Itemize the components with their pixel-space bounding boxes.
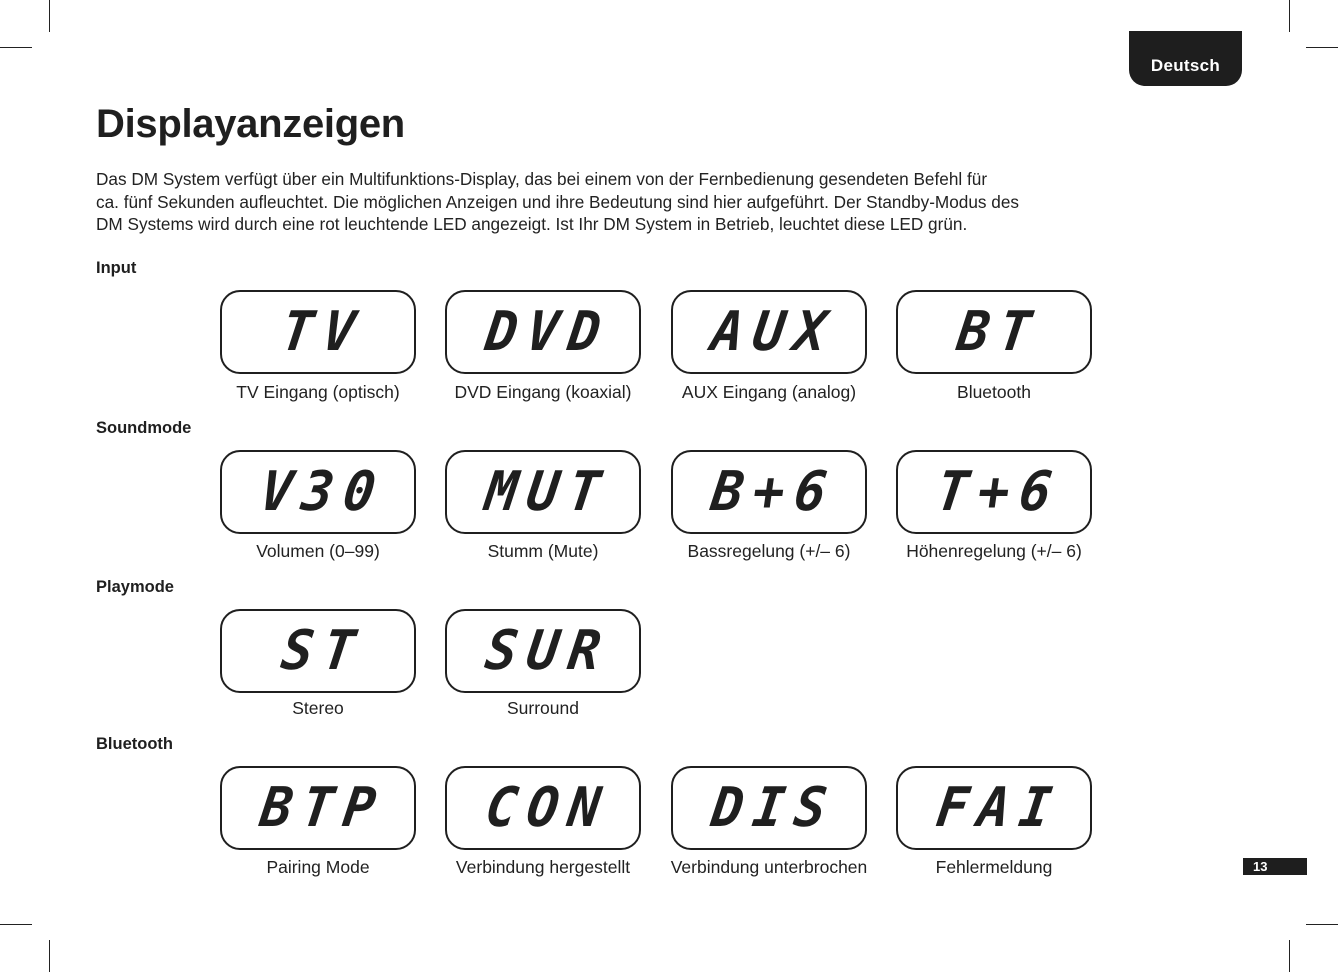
display-caption: Surround: [507, 698, 579, 718]
lcd-text: MUT: [481, 460, 615, 524]
display-caption: Volumen (0–99): [256, 541, 380, 561]
section-label-soundmode: Soundmode: [96, 419, 192, 437]
lcd-text: SUR: [481, 619, 615, 683]
lcd-display: [445, 290, 641, 374]
lcd-text: V30: [256, 460, 390, 524]
display-caption: Bassregelung (+/– 6): [687, 541, 851, 561]
page-number: 13: [1243, 858, 1307, 875]
section-label-bluetooth: Bluetooth: [96, 735, 173, 753]
crop-mark: [1289, 940, 1290, 972]
section-label-playmode: Playmode: [96, 578, 174, 596]
display-caption: Pairing Mode: [266, 857, 370, 877]
intro-line: Das DM System verfügt über ein Multifunktions-Display, das bei einem von der Fernbedienung gesendeten Befehl für: [96, 169, 988, 189]
crop-mark: [1289, 0, 1290, 32]
display-caption: Stumm (Mute): [487, 541, 599, 561]
lcd-text: DIS: [707, 776, 841, 840]
lcd-display: [671, 290, 867, 374]
lcd-display: [671, 450, 867, 534]
crop-mark: [49, 940, 50, 972]
intro-line: DM Systems wird durch eine rot leuchtende LED angezeigt. Ist Ihr DM System in Betrieb, leuchtet diese LED grün.: [96, 214, 968, 234]
language-tab: Deutsch: [1129, 31, 1242, 86]
display-caption: Stereo: [292, 698, 344, 718]
crop-mark: [0, 924, 32, 925]
lcd-display: [445, 766, 641, 850]
crop-mark: [49, 0, 50, 32]
lcd-text: AUX: [707, 300, 841, 364]
crop-mark: [1306, 47, 1338, 48]
display-caption: Fehlermeldung: [935, 857, 1053, 877]
lcd-text: B+6: [707, 460, 841, 524]
lcd-display: [220, 450, 416, 534]
lcd-text: FAI: [932, 776, 1066, 840]
page-title: Displayanzeigen: [96, 102, 405, 146]
lcd-text: DVD: [481, 300, 615, 364]
intro-paragraph: [96, 168, 1096, 236]
lcd-display: [445, 450, 641, 534]
lcd-text: BTP: [256, 776, 390, 840]
section-label-input: Input: [96, 259, 137, 277]
intro-line: ca. fünf Sekunden aufleuchtet. Die möglichen Anzeigen und ihre Bedeutung sind hier aufgeführt. Der Standby-Modus des: [96, 191, 1019, 212]
display-caption: Bluetooth: [957, 382, 1031, 402]
lcd-display: [220, 766, 416, 850]
lcd-display: [220, 609, 416, 693]
display-caption: TV Eingang (optisch): [236, 382, 400, 402]
lcd-display: [896, 290, 1092, 374]
display-caption: Verbindung unterbrochen: [670, 857, 868, 877]
display-caption: Verbindung hergestellt: [455, 857, 631, 877]
lcd-display: [896, 450, 1092, 534]
display-caption: DVD Eingang (koaxial): [454, 382, 632, 402]
lcd-display: [896, 766, 1092, 850]
lcd-display: [220, 290, 416, 374]
lcd-text: TV: [277, 300, 369, 364]
lcd-text: T+6: [932, 460, 1066, 524]
lcd-display: [671, 766, 867, 850]
crop-mark: [1306, 924, 1338, 925]
lcd-text: ST: [277, 619, 369, 683]
display-caption: Höhenregelung (+/– 6): [906, 541, 1082, 561]
display-caption: AUX Eingang (analog): [681, 382, 857, 402]
lcd-text: CON: [481, 776, 615, 840]
lcd-display: [445, 609, 641, 693]
lcd-text: BT: [953, 300, 1045, 364]
crop-mark: [0, 47, 32, 48]
